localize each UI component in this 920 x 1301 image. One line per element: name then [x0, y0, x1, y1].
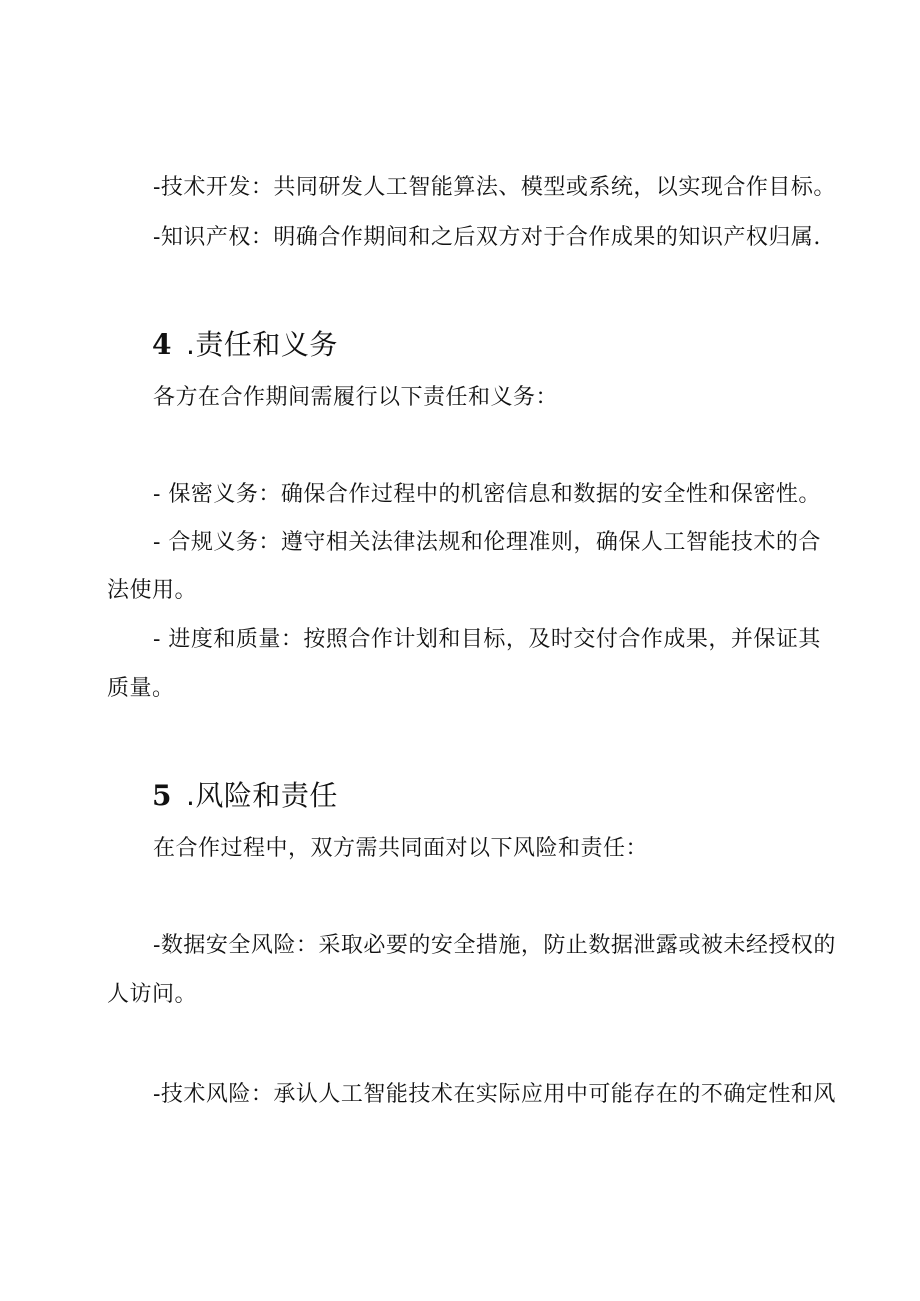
- section-5-heading: [152, 778, 338, 814]
- section-4-intro: 各方在合作期间需履行以下责任和义务：: [153, 385, 559, 410]
- list-item-progress-quality-line2: 质量。: [107, 676, 175, 701]
- list-item-data-security-line1: -数据安全风险：采取必要的安全措施，防止数据泄露或被未经授权的: [153, 933, 836, 958]
- section-4-title: .责任和义务: [185, 328, 338, 361]
- list-item-data-security-line2: 人访问。: [107, 982, 198, 1007]
- list-item-intellectual-property: -知识产权：明确合作期间和之后双方对于合作成果的知识产权归属.: [153, 225, 821, 250]
- section-4-heading: [152, 327, 338, 363]
- section-4-number: 4: [152, 328, 172, 361]
- list-item-technical-risk-line1: -技术风险：承认人工智能技术在实际应用中可能存在的不确定性和风: [153, 1082, 836, 1107]
- section-5-number: 5: [152, 779, 172, 812]
- list-item-compliance-line1: - 合规义务：遵守相关法律法规和伦理准则，确保人工智能技术的合: [153, 530, 821, 555]
- section-5-title: .风险和责任: [185, 779, 338, 812]
- section-5-intro: 在合作过程中，双方需共同面对以下风险和责任：: [153, 836, 649, 861]
- list-item-progress-quality-line1: - 进度和质量：按照合作计划和目标，及时交付合作成果，并保证其: [153, 627, 821, 652]
- list-item-compliance-line2: 法使用。: [107, 578, 198, 603]
- list-item-confidentiality: - 保密义务：确保合作过程中的机密信息和数据的安全性和保密性。: [153, 482, 821, 507]
- list-item-tech-development: -技术开发：共同研发人工智能算法、模型或系统，以实现合作目标。: [153, 175, 836, 200]
